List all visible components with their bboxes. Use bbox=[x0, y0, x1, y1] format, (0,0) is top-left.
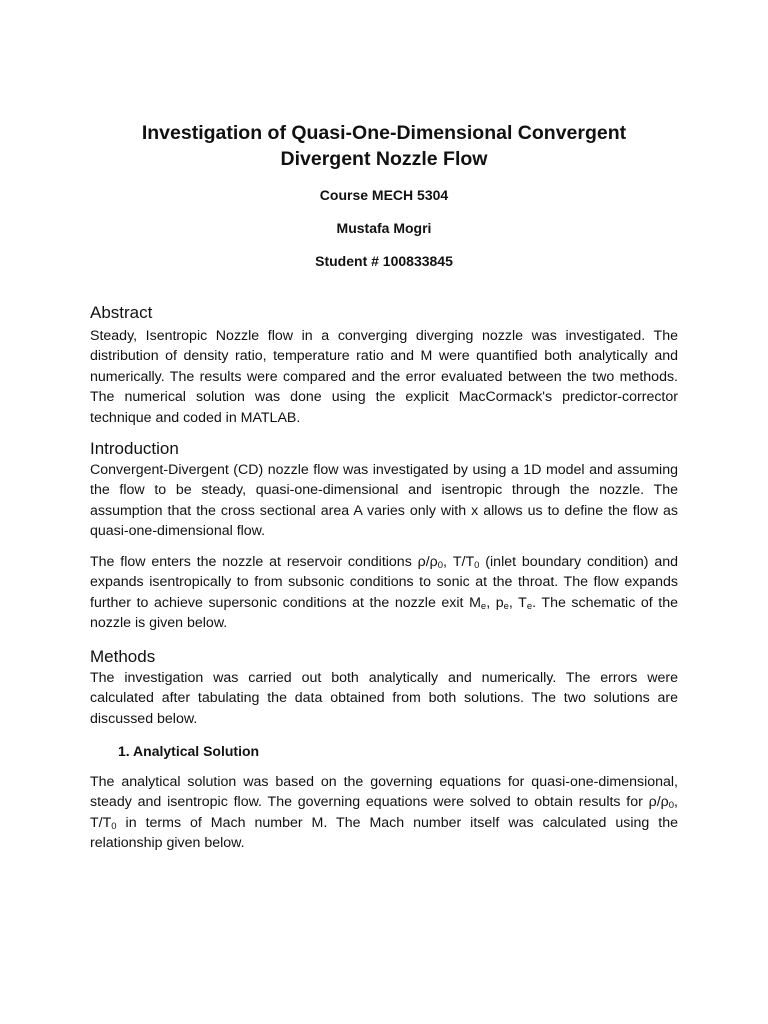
introduction-paragraph-1: Convergent-Divergent (CD) nozzle flow was investigated by using a 1D model and assuming the flow to be steady, quasi-one-dimensional and isentropic through the nozzle. The assumption that the cross sectional area A varies only with x allows us to define the flow as quasi-one-dimensional flow. bbox=[90, 462, 678, 540]
methods-heading: Methods bbox=[90, 647, 156, 666]
introduction-heading: Introduction bbox=[90, 439, 179, 458]
title-line-1: Investigation of Quasi-One-Dimensional Convergent bbox=[141, 122, 627, 144]
analytical-solution-text: The analytical solution was based on the governing equations for quasi-one-dimensional, steady and isentropic flow. The governing equations were solved to obtain results for $\rho/\rho_0$, $T/T_0$ in terms of Mach number M. The Mach number itself was calculated using the relationship given below. bbox=[90, 774, 678, 852]
abstract-text: Steady, Isentropic Nozzle flow in a converging diverging nozzle was investigated. The distribution of density ratio, temperature ratio and M were quantified both analytically and numerically. The results were compared and the error evaluated between the two methods. The numerical solution was done using the explicit MacCormack's predictor-corrector technique and coded in MATLAB. bbox=[90, 328, 678, 426]
title-line-2: Divergent Nozzle Flow bbox=[280, 148, 488, 170]
course-label: Course MECH 5304 bbox=[319, 187, 449, 203]
abstract-heading: Abstract bbox=[90, 303, 153, 322]
methods-text: The investigation was carried out both analytically and numerically. The errors were calculated after tabulating the data obtained from both solutions. The two solutions are discussed below. bbox=[90, 670, 678, 727]
introduction-paragraph-2: The flow enters the nozzle at reservoir conditions $\rho/\rho_0$, $T/T_0$ (inlet boundary condition) and expands isentropically to from subsonic conditions to sonic at the throat. The flow expands further to achieve supersonic conditions at the nozzle exit $M_e$, $p_e$, $T_e$. The schematic of the nozzle is given below. bbox=[90, 554, 679, 632]
author-name: Mustafa Mogri bbox=[336, 220, 432, 236]
paper-title bbox=[90, 120, 678, 172]
analytical-solution-heading: 1. Analytical Solution bbox=[118, 743, 260, 759]
student-number: Student # 100833845 bbox=[315, 253, 453, 269]
